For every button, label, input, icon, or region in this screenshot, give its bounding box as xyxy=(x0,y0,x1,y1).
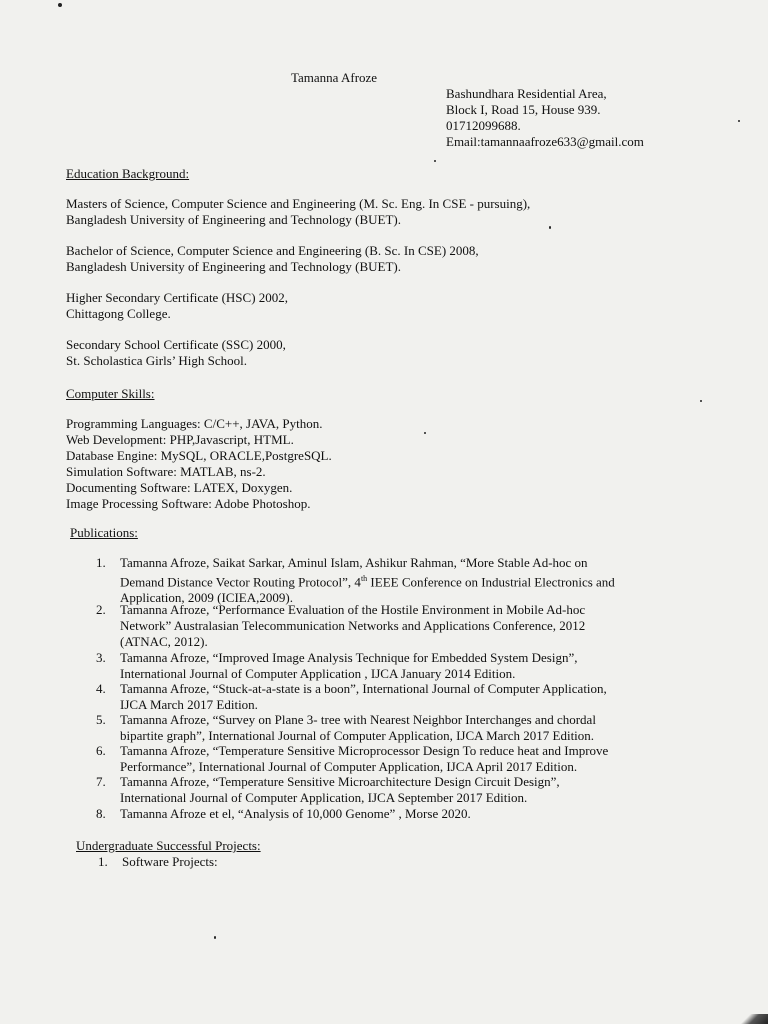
scan-speck xyxy=(214,936,216,939)
publication-line: Tamanna Afroze, “Stuck-at-a-state is a boon”, International Journal of Computer Application, xyxy=(120,681,607,696)
contact-block xyxy=(446,86,644,150)
education-entry xyxy=(66,337,286,369)
skill-line: Image Processing Software: Adobe Photoshop. xyxy=(66,496,311,511)
publication-line: bipartite graph”, International Journal of Computer Application, IJCA March 2017 Edition. xyxy=(120,728,595,743)
publication-line: International Journal of Computer Application, IJCA September 2017 Edition. xyxy=(120,790,528,805)
scan-speck xyxy=(424,432,426,434)
scan-speck xyxy=(58,3,62,7)
publication-number: 5. xyxy=(96,712,106,727)
education-line: Secondary School Certificate (SSC) 2000, xyxy=(66,337,286,352)
skills-list xyxy=(66,416,332,512)
publication-line: Tamanna Afroze, “Survey on Plane 3- tree with Nearest Neighbor Interchanges and chordal xyxy=(120,712,596,727)
publication-line: Demand Distance Vector Routing Protocol”, 4 xyxy=(120,574,361,590)
scan-speck xyxy=(738,120,740,122)
publication-line: Tamanna Afroze, “Improved Image Analysis Technique for Embedded System Design”, xyxy=(120,650,578,665)
email-line: Email:tamannaafroze633@gmail.com xyxy=(446,134,644,149)
skill-line: Database Engine: MySQL, ORACLE,PostgreSQL. xyxy=(66,448,332,463)
publication-line: International Journal of Computer Application , IJCA January 2014 Edition. xyxy=(120,666,516,681)
address-line: Block I, Road 15, House 939. xyxy=(446,102,601,117)
project-label: Software Projects: xyxy=(122,854,218,869)
education-line: Masters of Science, Computer Science and Engineering (M. Sc. Eng. In CSE - pursuing), xyxy=(66,196,531,211)
project-number: 1. xyxy=(98,854,108,869)
publication-number: 1. xyxy=(96,555,106,570)
publication-number: 4. xyxy=(96,681,106,696)
publication-line: Tamanna Afroze et el, “Analysis of 10,000 Genome” , Morse 2020. xyxy=(120,806,471,821)
publication-line: Application, 2009 (ICIEA,2009). xyxy=(120,590,293,606)
publication-line: IEEE Conference on Industrial Electronics and xyxy=(370,574,615,590)
applicant-name: Tamanna Afroze xyxy=(291,70,378,85)
education-line: Bangladesh University of Engineering and Technology (BUET). xyxy=(66,212,401,227)
education-line: St. Scholastica Girls’ High School. xyxy=(66,353,248,368)
education-line: Bangladesh University of Engineering and Technology (BUET). xyxy=(66,259,401,274)
scan-speck xyxy=(700,400,702,402)
publications-heading: Publications: xyxy=(70,525,138,540)
education-line: Chittagong College. xyxy=(66,306,171,321)
education-line: Bachelor of Science, Computer Science and Engineering (B. Sc. In CSE) 2008, xyxy=(66,243,479,258)
publication-number: 2. xyxy=(96,602,106,617)
education-entry xyxy=(66,243,479,275)
publication-line: Tamanna Afroze, “Performance Evaluation of the Hostile Environment in Mobile Ad-hoc xyxy=(120,602,586,617)
publication-line: Performance”, International Journal of Computer Application, IJCA April 2017 Edition. xyxy=(120,759,578,774)
publication-line: Tamanna Afroze, “Temperature Sensitive Microprocessor Design To reduce heat and Improve xyxy=(120,743,609,758)
skill-line: Programming Languages: C/C++, JAVA, Python. xyxy=(66,416,323,431)
publication-number: 3. xyxy=(96,650,106,665)
skill-line: Web Development: PHP,Javascript, HTML. xyxy=(66,432,294,447)
projects-heading: Undergraduate Successful Projects: xyxy=(76,838,261,853)
publication-line: Tamanna Afroze, “Temperature Sensitive Microarchitecture Design Circuit Design”, xyxy=(120,774,560,789)
publication-line: (ATNAC, 2012). xyxy=(120,634,208,649)
publication-number: 8. xyxy=(96,806,106,821)
address-line: Bashundhara Residential Area, xyxy=(446,86,607,101)
superscript: th xyxy=(360,574,368,583)
scan-speck xyxy=(549,226,551,229)
publication-line: Tamanna Afroze, Saikat Sarkar, Aminul Islam, Ashikur Rahman, “More Stable Ad-hoc on xyxy=(120,555,588,570)
phone-line: 01712099688. xyxy=(446,118,521,133)
publication-line: IJCA March 2017 Edition. xyxy=(120,697,258,712)
scan-speck xyxy=(434,160,436,162)
publication-number: 6. xyxy=(96,743,106,758)
publication-number: 7. xyxy=(96,774,106,789)
skill-line: Documenting Software: LATEX, Doxygen. xyxy=(66,480,293,495)
skills-heading: Computer Skills: xyxy=(66,386,155,401)
scan-edge-shadow xyxy=(732,1014,768,1024)
education-heading: Education Background: xyxy=(66,166,190,181)
skill-line: Simulation Software: MATLAB, ns-2. xyxy=(66,464,266,479)
education-line: Higher Secondary Certificate (HSC) 2002, xyxy=(66,290,289,305)
publication-line: Network” Australasian Telecommunication Networks and Applications Conference, 2012 xyxy=(120,618,586,633)
education-entry xyxy=(66,290,288,322)
education-entry xyxy=(66,196,530,228)
